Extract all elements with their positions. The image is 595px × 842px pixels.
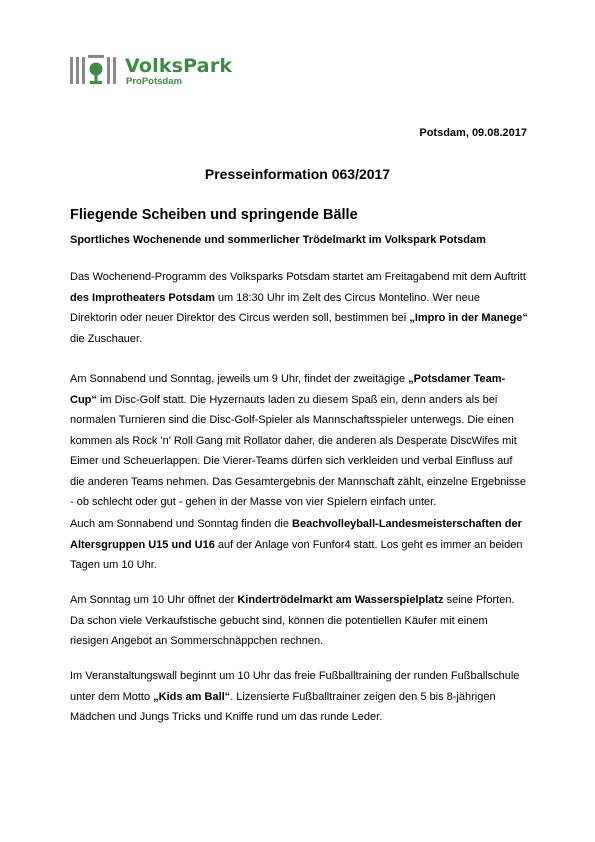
paragraph-improtheater	[70, 267, 528, 349]
paragraph-highlight: „Impro in der Manege“	[409, 312, 528, 324]
paragraph-fussball	[70, 666, 528, 728]
paragraph-highlight: Kindertrödelmarkt am Wasserspielplatz	[237, 594, 444, 606]
paragraph-text: seine Pforten. Da schon viele Verkaufstische gebucht sind, können die potentiellen Käufer mit einem riesigen Angebot an Sommerschnäppchen rechnen.	[70, 594, 515, 647]
paragraph-highlight: „Potsdamer Team-Cup“	[70, 373, 506, 406]
headline: Fliegende Scheiben und springende Bälle	[70, 207, 358, 223]
paragraph-text: Das Wochenend-Programm des Volksparks Potsdam startet am Freitagabend mit dem Auftritt	[70, 271, 526, 283]
paragraph-text: Am Sonntag um 10 Uhr öffnet der	[70, 594, 238, 606]
press-date: Potsdam, 09.08.2017	[419, 127, 527, 139]
paragraph-disc-golf	[70, 369, 528, 513]
paragraph-text: die Zuschauer.	[70, 332, 143, 345]
paragraph-troedelmarkt	[70, 590, 528, 652]
paragraph-text: im Disc-Golf statt. Die Hyzernauts laden zu diesem Spaß ein, denn anders als bei normalen Turnieren sind die Disc-Golf-Spieler als Mannschaftsspieler unterwegs. Die einen kommen als Rock 'n' Roll Gang mit Rollator daher, die anderen als Desperate DiscWifes mit Eimer und Scheuerlappen. Die Vierer-Teams dürfen sich verkleiden und verbal Einfluss auf die anderen Teams nehmen. Das Gesamtergebnis der Mannschaft zählt, einzelne Ergebnisse - ob schlecht oder gut - gehen in der Masse von vier Spielern einfach unter.	[70, 393, 526, 508]
paragraph-highlight: des Improtheaters Potsdam	[70, 291, 215, 304]
paragraph-text: Im Veranstaltungswall beginnt um 10 Uhr das freie Fußballtraining der runden Fußballschule unter dem Motto	[70, 670, 520, 703]
paragraph-beachvolleyball	[70, 514, 528, 576]
park-gate-icon	[70, 54, 120, 86]
logo-brand-text: VolksPark	[125, 55, 233, 77]
paragraph-text: auf der Anlage von Funfor4 statt. Los geht es immer an beiden Tagen um 10 Uhr.	[70, 538, 523, 571]
paragraph-text: Auch am Sonnabend und Sonntag finden die	[70, 518, 293, 530]
paragraph-text: um 18:30 Uhr im Zelt des Circus Montelino. Wer neue Direktorin oder neuer Direktor des Circus werden soll, bestimmen bei	[70, 291, 481, 324]
press-title: Presseinformation 063/2017	[204, 166, 391, 182]
paragraph-text: . Lizensierte Fußballtrainer zeigen den 5 bis 8-jährigen Mädchen und Jungs Tricks und Kniffe rund um das runde Leder.	[70, 690, 496, 723]
paragraph-highlight: „Kids am Ball“	[153, 690, 231, 703]
subheadline: Sportliches Wochenende und sommerlicher Trödelmarkt im Volkspark Potsdam	[70, 234, 486, 246]
paragraph-highlight: Beachvolleyball-Landesmeisterschaften der Altersgruppen U15 und U16	[70, 518, 522, 551]
paragraph-text: Am Sonnabend und Sonntag, jeweils um 9 Uhr, findet der zweitägige	[70, 373, 409, 385]
logo-subtitle: ProPotsdam	[126, 76, 182, 87]
